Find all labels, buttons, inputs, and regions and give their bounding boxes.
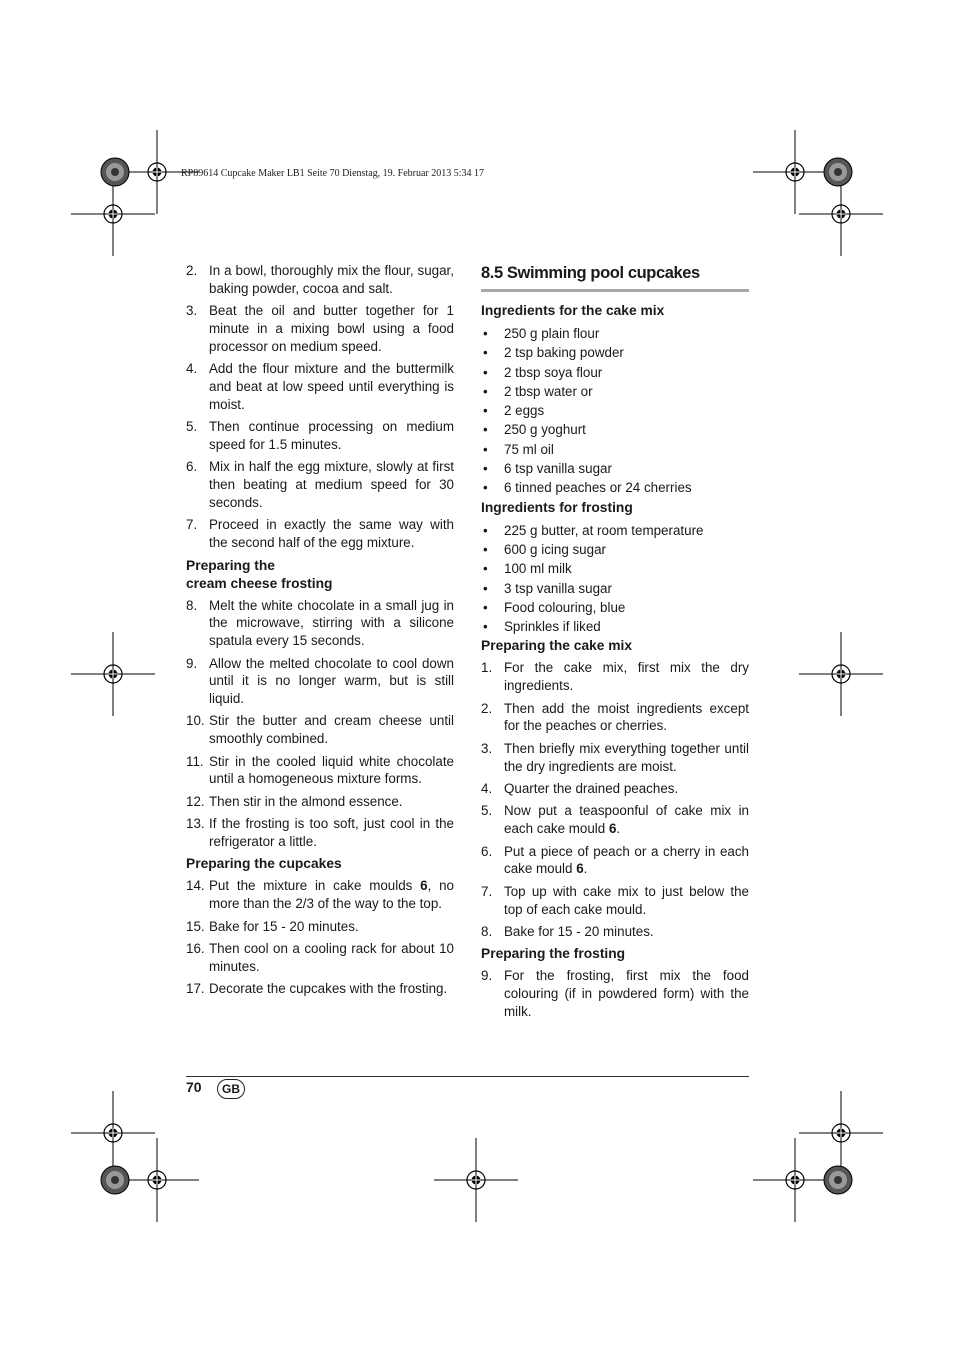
section-title: 8.5 Swimming pool cupcakes	[481, 262, 749, 292]
list-item: • 2 tsp baking powder	[483, 345, 624, 361]
instruction-step: 2. In a bowl, thoroughly mix the flour, sugar, baking powder, cocoa and salt.	[186, 263, 454, 296]
crosshair-mark	[71, 632, 155, 716]
part-reference-number: 6	[420, 878, 428, 894]
instruction-step: 5. Then continue processing on medium speed for 1.5 minutes.	[186, 419, 454, 452]
list-item: • 2 eggs	[483, 403, 545, 419]
instruction-step: 17. Decorate the cupcakes with the frosting.	[186, 981, 448, 997]
color-target-mark	[101, 158, 129, 186]
instruction-step: 6. Mix in half the egg mixture, slowly at first then beating at medium speed for 30 seconds.	[186, 459, 454, 510]
subheading-preparing-frosting: Preparing the frosting	[481, 946, 626, 962]
print-slug: RP89614 Cupcake Maker LB1 Seite 70 Dienstag, 19. Februar 2013 5:34 17	[181, 168, 485, 179]
instruction-step: 15. Bake for 15 - 20 minutes.	[186, 918, 359, 934]
crosshair-mark	[71, 1091, 155, 1175]
list-item: • 3 tsp vanilla sugar	[483, 580, 612, 596]
subheading-frosting-ingredients: Ingredients for frosting	[481, 499, 633, 515]
instruction-step: 11. Stir in the cooled liquid white chocolate until a homogeneous mixture forms.	[186, 753, 454, 787]
subheading-preparing-cupcakes: Preparing the cupcakes	[186, 856, 342, 872]
instruction-step: 6. Put a piece of peach or a cherry in each cake mould 6.	[481, 843, 749, 877]
instruction-step: 1. For the cake mix, first mix the dry ingredients.	[481, 660, 749, 694]
list-item: • 600 g icing sugar	[483, 541, 606, 557]
part-reference-number: 6	[576, 861, 584, 877]
list-item: • 250 g yoghurt	[483, 422, 586, 438]
instruction-step: 7. Proceed in exactly the same way with the second half of the egg mixture.	[186, 517, 454, 551]
list-item: • 2 tbsp water or	[483, 383, 593, 399]
list-item: • 2 tbsp soya flour	[483, 364, 603, 380]
instruction-step: 16. Then cool on a cooling rack for about 10 minutes.	[186, 941, 454, 974]
instruction-step: 3. Beat the oil and butter together for 1 minute in a mixing bowl using a food processor on medium speed.	[186, 303, 454, 354]
subheading-cake-mix-ingredients: Ingredients for the cake mix	[481, 303, 665, 318]
list-item: • 225 g butter, at room temperature	[483, 522, 704, 538]
instruction-step: 3. Then briefly mix everything together until the dry ingredients are moist.	[481, 740, 749, 774]
list-item: • Sprinkles if liked	[483, 619, 601, 635]
crosshair-mark	[434, 1138, 518, 1222]
instruction-step: 13. If the frosting is too soft, just cool in the refrigerator a little.	[186, 816, 454, 850]
list-item: • Food colouring, blue	[483, 599, 626, 615]
instruction-step: 14. Put the mixture in cake moulds 6, no more than the 2/3 of the way to the top.	[186, 878, 455, 912]
list-item: • 100 ml milk	[483, 561, 572, 577]
instruction-step: 9. For the frosting, first mix the food colouring (if in powdered form) with the milk.	[481, 968, 749, 1019]
instruction-step: 8. Bake for 15 - 20 minutes.	[481, 923, 654, 939]
subheading-preparing-cake-mix: Preparing the cake mix	[481, 638, 633, 654]
color-target-mark	[824, 158, 852, 186]
instruction-step: 2. Then add the moist ingredients except for the peaches or cherries.	[481, 700, 749, 734]
crosshair-mark	[799, 632, 883, 716]
color-target-mark	[824, 1166, 852, 1194]
instruction-step: 5. Now put a teaspoonful of cake mix in each cake mould 6.	[481, 803, 749, 837]
list-item: • 6 tsp vanilla sugar	[483, 461, 612, 477]
subheading-cream-cheese-frosting: Preparing the cream cheese frosting	[186, 557, 333, 591]
crosshair-mark	[799, 1091, 883, 1175]
instruction-step: 4. Quarter the drained peaches.	[481, 781, 679, 797]
instruction-step: 4. Add the flour mixture and the buttermilk and beat at low speed until everything is moist.	[186, 361, 454, 412]
instruction-step: 9. Allow the melted chocolate to cool down until it is no longer warm, but is still liquid.	[186, 655, 454, 707]
list-item: • 6 tinned peaches or 24 cherries	[483, 480, 692, 496]
language-badge: GB	[217, 1079, 245, 1099]
page-number: 70	[186, 1079, 202, 1095]
list-item: • 75 ml oil	[483, 441, 554, 457]
color-target-mark	[101, 1166, 129, 1194]
instruction-step: 7. Top up with cake mix to just below the top of each cake mould.	[481, 883, 749, 917]
list-item: • 250 g plain flour	[483, 326, 600, 341]
instruction-step: 12. Then stir in the almond essence.	[186, 793, 403, 809]
instruction-step: 10. Stir the butter and cream cheese until smoothly combined.	[186, 713, 454, 747]
instruction-step: 8. Melt the white chocolate in a small jug in the microwave, stirring with a silicone spatula every 15 seconds.	[186, 597, 454, 649]
part-reference-number: 6	[608, 821, 617, 837]
